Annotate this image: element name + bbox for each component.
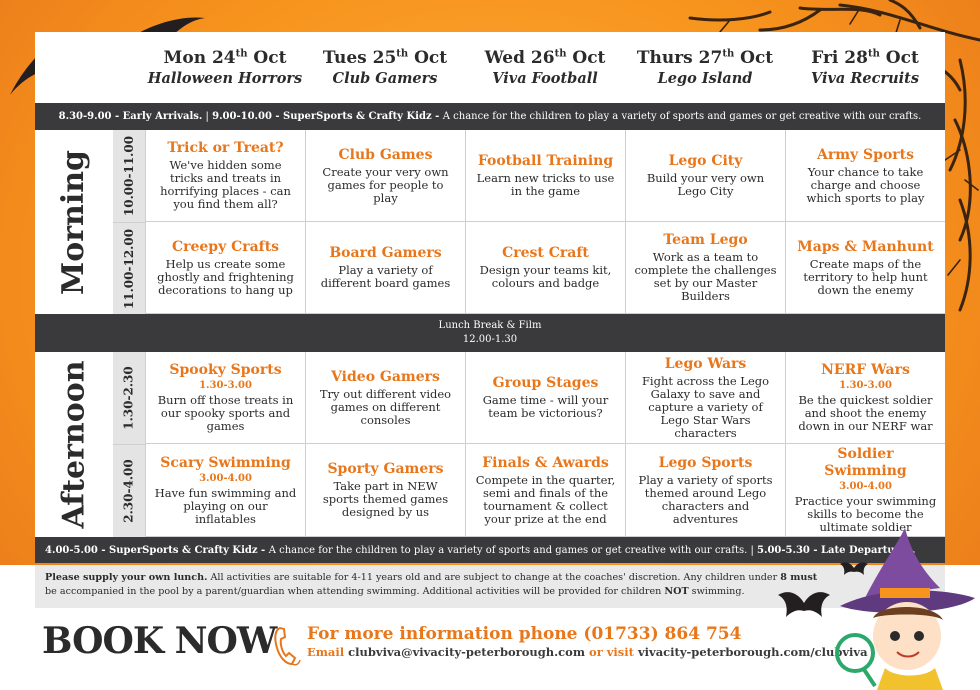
activity-title: Spooky Sports: [169, 362, 282, 378]
activity-description: Compete in the quarter, semi and finals of the tournament & collect your prize at the end: [475, 472, 616, 526]
activity-description: Your chance to take charge and choose which sports to play: [806, 164, 925, 205]
late-departures-bar: 4.00-5.00 - SuperSports & Crafty Kidz - A chance for the children to play a variety of sports and games or get creative with our crafts. | 5.00-5.30 - Late Departures.: [35, 537, 945, 563]
activity-cell: [625, 352, 785, 444]
activity-description: Burn off those treats in our spooky sports and games: [157, 393, 294, 433]
tennis-racket-icon: [837, 635, 873, 671]
activity-title: NERF Wars: [821, 362, 910, 378]
activity-cell: [785, 130, 945, 222]
activity-cell: [625, 444, 785, 537]
activity-description: Build your very own Lego City: [646, 171, 765, 198]
email-link[interactable]: clubviva@vivacity-peterborough.com: [348, 645, 586, 659]
contact-info: Email clubviva@vivacity-peterborough.com or visit vivacity-peterborough.com/clubviva: [307, 645, 868, 659]
activity-cell: [305, 444, 465, 537]
activity-description: We've hidden some tricks and treats in horrifying places - can you find them all?: [160, 158, 291, 211]
day-header-thu: Thurs 27th Oct Lego Island: [636, 48, 774, 87]
website-link[interactable]: vivacity-peterborough.com/clubviva: [637, 645, 868, 659]
activity-title: Group Stages: [492, 375, 599, 391]
activity-description: Practice your swimming skills to become the ultimate soldier: [794, 494, 937, 534]
activity-description: Have fun swimming and playing on our inflatables: [154, 485, 297, 526]
activity-cell: [145, 222, 305, 314]
activity-title: Lego Wars: [664, 355, 747, 372]
activity-cell: [785, 352, 945, 444]
activity-cell: [785, 222, 945, 314]
activity-title: Sporty Gamers: [327, 461, 444, 477]
activity-title: Club Games: [338, 146, 433, 163]
activity-description: Play a variety of sports themed around Lego characters and adventures: [638, 472, 773, 526]
activity-description: Play a variety of different board games: [320, 263, 451, 290]
phone-icon: [272, 624, 302, 668]
lunch-bar: Lunch Break & Film 12.00-1.30: [35, 314, 945, 352]
time-slot-label: 11.00-12.00: [113, 222, 145, 314]
activity-cell: [305, 130, 465, 222]
activity-cell: [465, 352, 625, 444]
activity-description: Take part in NEW sports themed games designed by us: [322, 479, 449, 519]
activity-title: Lego City: [668, 153, 743, 169]
activity-time: 1.30-3.00: [199, 380, 252, 391]
activity-description: Create your very own games for people to play: [322, 164, 449, 205]
morning-label: Morning: [56, 149, 92, 295]
activity-title: Finals & Awards: [482, 454, 609, 471]
activity-cell: [145, 130, 305, 222]
bat-icon: [778, 585, 830, 627]
activity-cell: [145, 352, 305, 444]
activity-cell: [465, 130, 625, 222]
activity-time: 3.00-4.00: [839, 481, 892, 492]
activity-title: Board Gamers: [329, 245, 442, 261]
time-slot-label: 1.30-2.30: [113, 352, 145, 444]
day-header-wed: Wed 26th Oct Viva Football: [484, 48, 606, 87]
activity-title: Trick or Treat?: [167, 140, 284, 156]
activity-title: Lego Sports: [658, 454, 753, 471]
activity-description: Fight across the Lego Galaxy to save and capture a variety of Lego Star Wars characters: [641, 373, 770, 440]
activity-cell: [465, 444, 625, 537]
activity-title: Scary Swimming: [160, 454, 291, 471]
activity-title: Creepy Crafts: [171, 238, 280, 255]
activity-cell: [145, 444, 305, 537]
activity-description: Help us create some ghostly and frightening decorations to hang up: [157, 256, 294, 297]
activity-time: 3.00-4.00: [199, 472, 252, 484]
activity-cell: [305, 352, 465, 444]
phone-info: For more information phone (01733) 864 754: [307, 624, 742, 644]
day-header-fri: Fri 28th Oct Viva Recruits: [810, 48, 920, 87]
activity-description: Design your teams kit, colours and badge: [479, 263, 612, 290]
terms-notice: Please supply your own lunch. All activities are suitable for 4-11 years old and are subject to change at the coaches' discretion. Any children under 8 must be accompanied in the pool by a parent/guardian when attending swimming. Additional activities will be provided for children NOT swimming.: [35, 565, 945, 608]
witch-hat-icon: [825, 528, 980, 690]
activity-title: Team Lego: [663, 232, 748, 248]
activity-cell: [625, 130, 785, 222]
activity-time: 1.30-3.00: [839, 380, 892, 391]
activity-description: Game time - will your team be victorious?: [482, 393, 609, 420]
activity-title: Maps & Manhunt: [797, 238, 934, 255]
activity-title: Soldier Swimming: [824, 446, 907, 479]
afternoon-label: Afternoon: [56, 360, 92, 529]
activity-description: Learn new tricks to use in the game: [476, 171, 615, 198]
activity-cell: [305, 222, 465, 314]
activity-description: Create maps of the territory to help hunt down the enemy: [803, 256, 928, 297]
activity-description: Work as a team to complete the challenges set by our Master Builders: [634, 250, 777, 303]
early-arrivals-bar: 8.30-9.00 - Early Arrivals. | 9.00-10.00 - SuperSports & Crafty Kidz - A chance for the children to play a variety of sports and games or get creative with our crafts.: [35, 103, 945, 130]
activity-title: Army Sports: [816, 146, 915, 163]
activity-description: Be the quickest soldier and shoot the enemy down in our NERF war: [798, 393, 933, 433]
time-slot-label: 10.00-11.00: [113, 130, 145, 222]
day-header-tue: Tues 25th Oct Club Gamers: [322, 48, 448, 87]
time-slot-label: 2.30-4.00: [113, 444, 145, 537]
day-header-mon: Mon 24th Oct Halloween Horrors: [147, 48, 303, 87]
activity-cell: [465, 222, 625, 314]
book-now-heading: BOOK NOW: [42, 620, 277, 662]
activity-cell: [625, 222, 785, 314]
activity-title: Football Training: [477, 153, 614, 169]
activity-title: Crest Craft: [502, 245, 589, 261]
activity-title: Video Gamers: [331, 368, 440, 385]
activity-cell: [785, 444, 945, 537]
activity-description: Try out different video games on different consoles: [319, 386, 452, 427]
